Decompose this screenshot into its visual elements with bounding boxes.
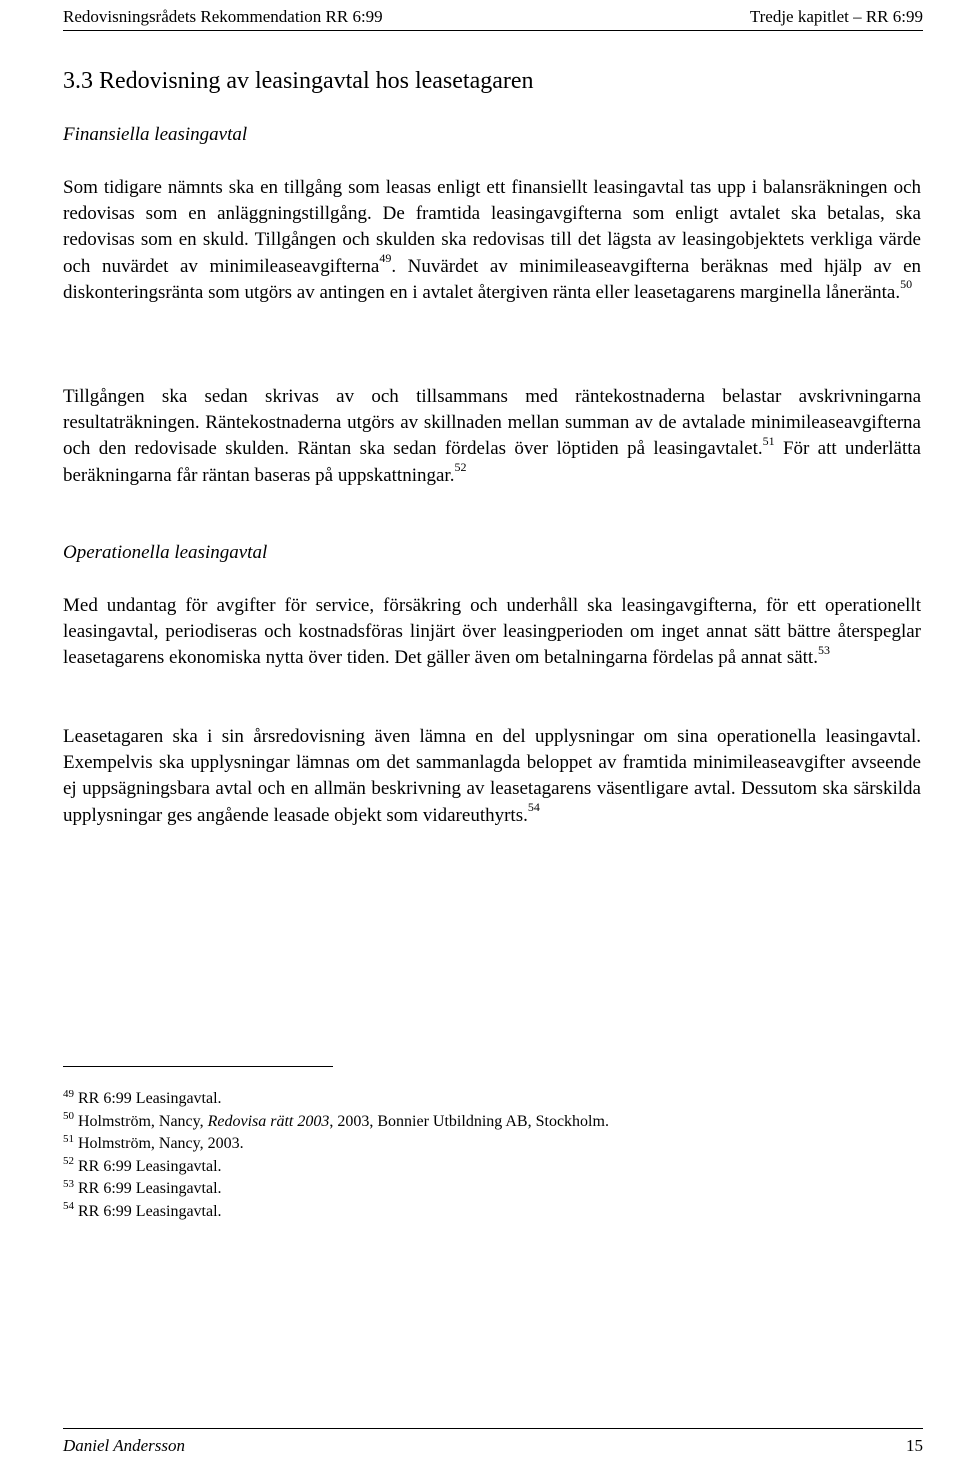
footnote-text: RR 6:99 Leasingavtal. [78, 1157, 222, 1175]
page-footer [63, 1428, 923, 1455]
footnote-number: 49 [63, 1087, 74, 1100]
footnote-number: 54 [63, 1200, 74, 1213]
footnote-text: RR 6:99 Leasingavtal. [78, 1090, 222, 1107]
footnote-49 [63, 1088, 609, 1111]
paragraph-text: Som tidigare nämnts ska en tillgång som leasas enligt ett finansiellt leasingavtal tas upp i balansräkningen och redovisas som en anläggningstillgång. De framtida leasingavgifterna som enligt avtalet ska betalas, ska redovisas som en skuld. Tillgången och skulden ska redovisas till det lägsta av leasingobjektets verkliga värde och nuvärdet av minimileaseavgifterna [63, 177, 921, 277]
footnote-text: RR 6:99 Leasingavtal. [78, 1180, 222, 1197]
footnote-ref-53[interactable]: 53 [817, 643, 830, 658]
footnote-50 [63, 1111, 609, 1134]
footnote-number: 50 [63, 1110, 74, 1123]
footnote-list [63, 1088, 609, 1223]
footnote-ref-52[interactable]: 52 [454, 460, 467, 475]
footnote-text: , 2003, Bonnier Utbildning AB, Stockholm. [329, 1112, 609, 1130]
page-header [63, 4, 923, 31]
header-chapter: Tredje kapitlet – RR 6:99 [749, 7, 923, 26]
footnote-52 [63, 1156, 609, 1179]
paragraph-text: . Nuvärdet av minimileaseavgifterna beräknas med hjälp av en diskonteringsränta som utgörs av antingen en i avtalet återgiven ränta eller leasetagarens marginella låneränta. [63, 255, 922, 303]
footnote-ref-54[interactable]: 54 [527, 800, 540, 815]
paragraph-financial-1 [63, 175, 921, 306]
footnote-ref-51[interactable]: 51 [762, 434, 775, 449]
header-document-title: Redovisningsrådets Rekommendation RR 6:99 [63, 7, 383, 26]
footnote-ref-49[interactable]: 49 [379, 251, 392, 266]
footnote-text: RR 6:99 Leasingavtal. [78, 1202, 222, 1220]
paragraph-text: Leasetagaren ska i sin årsredovisning även lämna en del upplysningar om sina operationella leasingavtal. Exempelvis ska upplysningar lämnas om det sammanlagda beloppet av framtida minimileaseavgifter avseende ej uppsägningsbara avtal och en allmän beskrivning av leasetagarens väsentligare avtal. Dessutom ska särskilda upplysningar ges angående leasade objekt som vidareuthyrts. [63, 726, 921, 826]
paragraph-operational-1 [63, 593, 921, 672]
footnote-divider [63, 1066, 333, 1067]
footnote-number: 53 [63, 1177, 74, 1190]
paragraph-text: Med undantag för avgifter för service, försäkring och underhåll ska leasingavgifterna, för ett operationellt leasingavtal, periodiseras och kostnadsföras linjärt över leasingperioden om inget annat sätt bättre återspeglar leasetagarens ekonomiska nytta över tiden. Det gäller även om betalningarna fördelas på annat sätt. [63, 595, 921, 669]
page-number: 15 [906, 1436, 923, 1455]
footnote-book-title: Redovisa rätt 2003 [207, 1112, 330, 1130]
footnote-number: 52 [63, 1155, 74, 1168]
footnote-text: Holmström, Nancy, [78, 1112, 208, 1130]
subheading-operational-leasing: Operationella leasingavtal [63, 542, 268, 563]
footnote-text: Holmström, Nancy, 2003. [78, 1135, 244, 1152]
footnote-ref-50[interactable]: 50 [900, 277, 913, 292]
paragraph-text: Tillgången ska sedan skrivas av och tillsammans med räntekostnaderna belastar avskrivningarna resultaträkningen. Räntekostnaderna utgörs av skillnaden mellan summan av de avtalade minimileaseavgifterna och den redovisade skulden. Räntan ska sedan fördelas över löptiden på leasingavtalet. [63, 386, 921, 460]
paragraph-financial-2 [63, 384, 921, 489]
paragraph-text: För att underlätta beräkningarna får räntan baseras på uppskattningar. [63, 438, 921, 486]
footnote-54 [63, 1201, 609, 1224]
section-title: 3.3 Redovisning av leasingavtal hos leasetagaren [63, 68, 534, 94]
footer-author: Daniel Andersson [63, 1436, 185, 1455]
footnote-53 [63, 1178, 609, 1201]
footnote-51 [63, 1133, 609, 1156]
subheading-financial-leasing: Finansiella leasingavtal [63, 124, 248, 145]
footnote-number: 51 [63, 1132, 74, 1145]
paragraph-operational-2 [63, 724, 921, 829]
